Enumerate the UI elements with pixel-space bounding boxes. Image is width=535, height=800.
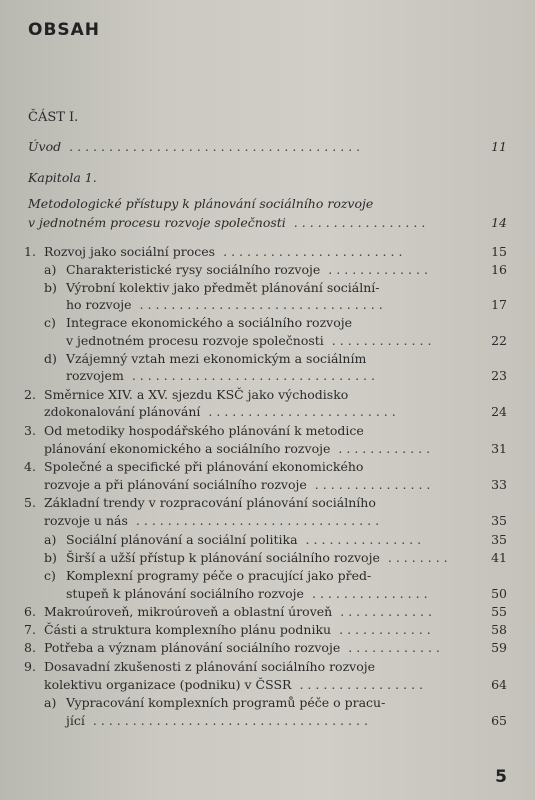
entry-number: 1. bbox=[24, 244, 36, 259]
entry-page-number: 58 bbox=[491, 622, 507, 637]
toc-entry-line bbox=[0, 712, 535, 730]
entry-number: 6. bbox=[24, 604, 36, 619]
leader-dots: ................................... bbox=[92, 713, 372, 728]
entry-title: plánování ekonomického a sociálního rozvoje bbox=[44, 441, 331, 456]
entry-letter: d) bbox=[44, 351, 57, 366]
entry-title: rozvojem bbox=[66, 368, 124, 383]
entry-letter: c) bbox=[44, 568, 56, 583]
toc-entry-line bbox=[0, 243, 535, 261]
entry-title: Charakteristické rysy sociálního rozvoje bbox=[66, 262, 321, 277]
toc-entry-line bbox=[0, 138, 535, 156]
entry-title: jící bbox=[66, 713, 85, 728]
entry-number: 3. bbox=[24, 423, 36, 438]
entry-number: 8. bbox=[24, 640, 36, 655]
entry-title: rozvoje a při plánování sociálního rozvoje bbox=[44, 477, 307, 492]
entry-title: Metodologické přístupy k plánování sociálního rozvoje bbox=[28, 196, 374, 211]
toc-entry-line bbox=[0, 476, 535, 494]
entry-number: 5. bbox=[24, 495, 36, 510]
entry-number: 2. bbox=[24, 387, 36, 402]
toc-entry-line bbox=[0, 694, 535, 712]
entry-page-number: 64 bbox=[491, 677, 507, 692]
toc-entry-line bbox=[0, 195, 535, 213]
entry-title: zdokonalování plánování bbox=[44, 404, 201, 419]
entry-title: Od metodiky hospodářského plánování k metodice bbox=[44, 423, 364, 438]
entry-page-number: 23 bbox=[491, 368, 507, 383]
leader-dots: ............ bbox=[338, 441, 435, 456]
entry-page-number: 55 bbox=[491, 604, 507, 619]
toc-entry-line bbox=[0, 567, 535, 585]
entry-title: Dosavadní zkušenosti z plánování sociálního rozvoje bbox=[44, 659, 376, 674]
entry-title: Makroúroveň, mikroúroveň a oblastní úroveň bbox=[44, 604, 333, 619]
entry-title: Komplexní programy péče o pracující jako před- bbox=[66, 568, 372, 583]
leader-dots: ............ bbox=[348, 640, 444, 655]
leader-dots: ............... bbox=[311, 586, 432, 601]
toc-entry-line bbox=[0, 261, 535, 279]
entry-page-number: 22 bbox=[491, 333, 507, 348]
entry-page-number: 50 bbox=[491, 586, 507, 601]
contents-heading: OBSAH bbox=[28, 20, 101, 40]
entry-title: Části a struktura komplexního plánu podniku bbox=[44, 622, 332, 637]
toc-entry-line bbox=[0, 296, 535, 314]
entry-page-number: 17 bbox=[491, 297, 507, 312]
entry-page-number: 31 bbox=[491, 441, 507, 456]
toc-entry-line bbox=[0, 350, 535, 368]
leader-dots: ............................... bbox=[139, 297, 387, 312]
leader-dots: ........................ bbox=[208, 404, 400, 419]
entry-page-number: 14 bbox=[491, 215, 507, 230]
toc-entry-line bbox=[0, 512, 535, 530]
toc-entry-line bbox=[0, 531, 535, 549]
toc-entry-line bbox=[0, 279, 535, 297]
entry-title: v jednotném procesu rozvoje společnosti bbox=[28, 215, 286, 230]
entry-number: 4. bbox=[24, 459, 36, 474]
leader-dots: ................. bbox=[293, 215, 430, 230]
entry-page-number: 11 bbox=[491, 139, 507, 154]
entry-title: Potřeba a význam plánování sociálního rozvoje bbox=[44, 640, 341, 655]
leader-dots: ........ bbox=[387, 550, 452, 565]
entry-letter: b) bbox=[44, 550, 57, 565]
toc-entry-line bbox=[0, 621, 535, 639]
entry-title: Základní trendy v rozpracování plánování sociálního bbox=[44, 495, 376, 510]
entry-title: Výrobní kolektiv jako předmět plánování sociální- bbox=[66, 280, 380, 295]
entry-number: 9. bbox=[24, 659, 36, 674]
entry-title: Vypracování komplexních programů péče o pracu- bbox=[66, 695, 386, 710]
page-number: 5 bbox=[495, 767, 507, 787]
entry-title: Širší a užší přístup k plánování sociálního rozvoje bbox=[66, 550, 380, 565]
leader-dots: ............. bbox=[331, 333, 436, 348]
entry-page-number: 35 bbox=[491, 513, 507, 528]
toc-entry-line bbox=[0, 603, 535, 621]
entry-page-number: 59 bbox=[491, 640, 507, 655]
part-heading: ČÁST I. bbox=[28, 110, 79, 125]
entry-title: kolektivu organizace (podniku) v ČSSR bbox=[44, 677, 292, 692]
entry-title: Rozvoj jako sociální proces bbox=[44, 244, 216, 259]
toc-entry-line bbox=[0, 549, 535, 567]
entry-title: v jednotném procesu rozvoje společnosti bbox=[66, 333, 324, 348]
entry-page-number: 35 bbox=[491, 532, 507, 547]
toc-entry-line bbox=[0, 494, 535, 512]
entry-title: stupeň k plánování sociálního rozvoje bbox=[66, 586, 304, 601]
toc-entry-line bbox=[0, 440, 535, 458]
toc-entry-line bbox=[0, 676, 535, 694]
entry-title: Kapitola 1. bbox=[28, 170, 97, 185]
entry-letter: a) bbox=[44, 532, 57, 547]
entry-number: 7. bbox=[24, 622, 36, 637]
entry-page-number: 24 bbox=[491, 404, 507, 419]
entry-title: Integrace ekonomického a sociálního rozvoje bbox=[66, 315, 353, 330]
leader-dots: ............... bbox=[314, 477, 435, 492]
entry-letter: c) bbox=[44, 315, 56, 330]
toc-entry-line bbox=[0, 639, 535, 657]
entry-title: Směrnice XIV. a XV. sjezdu KSČ jako východisko bbox=[44, 387, 349, 402]
leader-dots: ............. bbox=[328, 262, 432, 277]
leader-dots: ............ bbox=[340, 604, 436, 619]
toc-entry-line bbox=[0, 403, 535, 421]
entry-page-number: 41 bbox=[491, 550, 507, 565]
entry-title: Úvod bbox=[28, 139, 62, 154]
toc-entry-line bbox=[0, 386, 535, 404]
entry-title: Vzájemný vztah mezi ekonomickým a sociálním bbox=[66, 351, 367, 366]
entry-title: Sociální plánování a sociální politika bbox=[66, 532, 298, 547]
entry-title: ho rozvoje bbox=[66, 297, 132, 312]
leader-dots: ....................... bbox=[223, 244, 407, 259]
entry-page-number: 15 bbox=[491, 244, 507, 259]
leader-dots: ............................... bbox=[131, 368, 379, 383]
entry-letter: a) bbox=[44, 695, 57, 710]
leader-dots: ............ bbox=[339, 622, 435, 637]
toc-entry-line bbox=[0, 422, 535, 440]
entry-title: Společné a specifické při plánování ekonomického bbox=[44, 459, 364, 474]
toc-entry-line bbox=[0, 332, 535, 350]
entry-title: rozvoje u nás bbox=[44, 513, 128, 528]
entry-page-number: 16 bbox=[491, 262, 507, 277]
toc-entry-line bbox=[0, 585, 535, 603]
toc-entry-line bbox=[0, 169, 535, 187]
toc-entry-line bbox=[0, 314, 535, 332]
entry-page-number: 33 bbox=[491, 477, 507, 492]
toc-entry-line bbox=[0, 658, 535, 676]
leader-dots: ............................... bbox=[135, 513, 384, 528]
entry-letter: b) bbox=[44, 280, 57, 295]
toc-entry-line bbox=[0, 367, 535, 385]
leader-dots: ..................................... bbox=[69, 139, 365, 154]
leader-dots: ............... bbox=[305, 532, 426, 547]
toc-entry-line bbox=[0, 214, 535, 232]
toc-entry-line bbox=[0, 458, 535, 476]
leader-dots: ................ bbox=[299, 677, 428, 692]
entry-page-number: 65 bbox=[491, 713, 507, 728]
entry-letter: a) bbox=[44, 262, 57, 277]
